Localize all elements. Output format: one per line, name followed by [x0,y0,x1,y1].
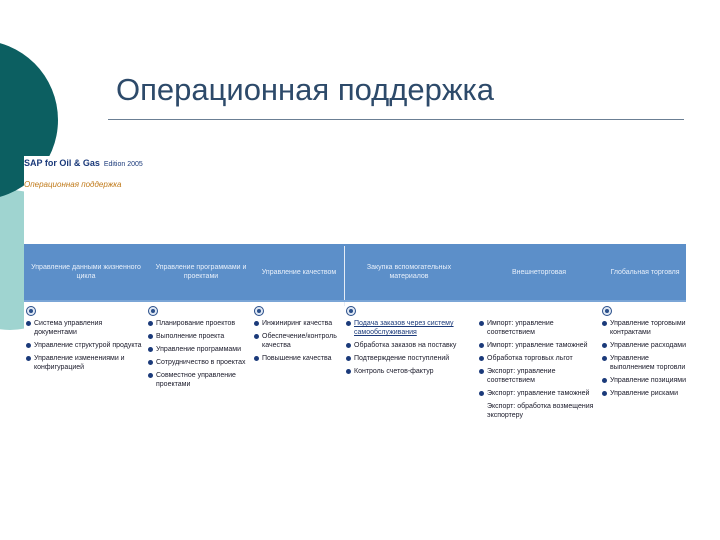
item-label: Выполнение проекта [156,333,225,340]
bullet-icon [602,343,607,348]
column-header: Внешнеторговая [511,268,567,276]
bullet-icon [602,356,607,361]
brand [24,158,143,168]
list-item[interactable] [602,389,686,398]
item-label: Импорт: управление таможней [487,342,588,349]
list-item[interactable] [602,319,686,337]
bullet-icon [346,321,351,326]
column-divider [344,246,345,306]
bullet-icon [26,321,31,326]
title-divider [108,119,684,120]
item-link[interactable]: Подача заказов через систему самообслуживания [354,320,454,336]
item-label: Импорт: управление соответствием [487,320,554,336]
bullet-icon [479,343,484,348]
column-header: Глобальная торговля [610,268,680,276]
solution-map-subtitle: Операционная поддержка [24,180,122,189]
column-procurement [346,306,474,380]
list-item[interactable] [254,354,342,363]
column-foreign-trade [479,306,599,424]
header-underline [24,300,686,302]
bullet-icon [148,347,153,352]
bullet-icon [479,321,484,326]
list-item[interactable] [148,332,252,341]
bullet-icon [254,321,259,326]
item-label: Управление позициями [610,377,687,384]
item-label: Обработка заказов на поставку [354,342,457,349]
list-item[interactable] [254,332,342,350]
bullet-icon [26,356,31,361]
edition-label: Edition 2005 [103,161,143,168]
bullet-icon [479,391,484,396]
list-item[interactable] [346,319,474,337]
list-item[interactable] [254,319,342,328]
bullet-icon [346,369,351,374]
solution-map [24,156,686,456]
bullet-icon [148,334,153,339]
item-label: Управление программами [156,346,242,353]
item-label: Планирование проектов [156,320,236,327]
header-bar [24,244,686,300]
list-item[interactable] [479,319,599,337]
item-label: Управление выполнением торговли [610,355,686,371]
item-label: Управление расходами [610,342,687,349]
column-header: Закупка вспомогательных материалов [366,264,452,280]
expand-icon[interactable] [602,306,612,316]
item-label: Управление изменениями и конфигурацией [34,355,125,371]
item-label: Обеспечение/контроль качества [262,333,337,349]
item-label: Управление торговыми контрактами [610,320,686,336]
item-label: Экспорт: обработка возмещения экспортеру [487,403,594,419]
column-lifecycle [26,306,144,376]
bullet-icon [602,391,607,396]
list-item[interactable] [602,341,686,350]
list-item[interactable] [346,354,474,363]
list-item[interactable] [479,341,599,350]
list-item[interactable] [479,402,599,420]
bullet-icon [346,343,351,348]
bullet-icon [148,373,153,378]
list-item[interactable] [26,319,144,337]
item-label: Экспорт: управление соответствием [487,368,556,384]
bullet-icon [479,356,484,361]
bullet-icon [26,343,31,348]
column-global-trade [602,306,686,402]
list-item[interactable] [148,345,252,354]
item-label: Управление рисками [610,390,678,397]
list-item[interactable] [346,341,474,350]
expand-icon[interactable] [346,306,356,316]
list-item[interactable] [148,371,252,389]
list-item[interactable] [26,354,144,372]
bullet-icon [148,321,153,326]
item-label: Инжиниринг качества [262,320,333,327]
column-header: Управление качеством [261,268,337,276]
slide-title: Операционная поддержка [116,72,495,107]
bullet-icon [602,378,607,383]
bullet-icon [254,334,259,339]
list-item[interactable] [602,376,686,385]
item-label: Подтверждение поступлений [354,355,450,362]
expand-icon[interactable] [254,306,264,316]
bullet-icon [346,356,351,361]
item-label: Совместное управление проектами [156,372,236,388]
item-label: Система управления документами [34,320,103,336]
list-item[interactable] [26,341,144,350]
item-label: Контроль счетов-фактур [354,368,434,375]
bullet-icon [602,321,607,326]
list-item[interactable] [479,389,599,398]
expand-icon[interactable] [148,306,158,316]
item-label: Повышение качества [262,355,332,362]
list-item[interactable] [148,319,252,328]
list-item[interactable] [602,354,686,372]
bullet-icon [148,360,153,365]
brand-name: SAP for Oil & Gas [24,158,100,168]
bullet-icon [479,369,484,374]
list-item[interactable] [346,367,474,376]
list-item[interactable] [479,354,599,363]
bullet-icon [254,356,259,361]
list-item[interactable] [148,358,252,367]
column-projects [148,306,252,393]
expand-icon[interactable] [26,306,36,316]
column-header: Управление данными жизненного цикла [31,264,141,280]
item-label: Управление структурой продукта [34,342,142,349]
list-item[interactable] [479,367,599,385]
column-header: Управление программами и проектами [155,264,247,280]
item-label: Экспорт: управление таможней [487,390,590,397]
item-label: Обработка торговых льгот [487,355,573,362]
item-label: Сотрудничество в проектах [156,359,246,366]
column-quality [254,306,342,367]
